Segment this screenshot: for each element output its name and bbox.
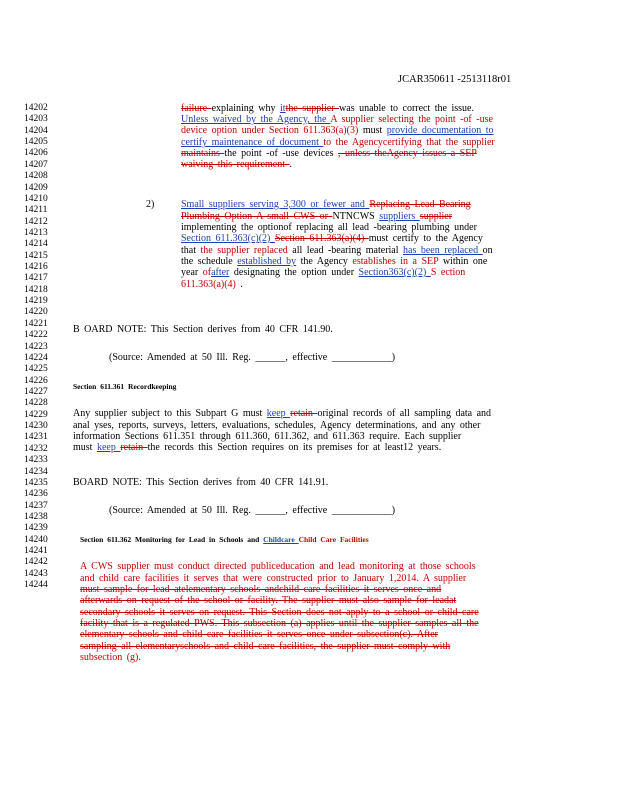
text-line [80, 584, 441, 595]
line-number: 14240 [24, 534, 48, 545]
text-line [181, 267, 465, 278]
text-run: Section 611.361 Recordkeeping [73, 382, 177, 391]
text-run: device option under Section 611.363(a)(3) [181, 125, 363, 136]
deleted-text: , unless theAgency issues a SEP [337, 148, 477, 159]
item-number: 2) [146, 199, 155, 210]
text-run: B OARD NOTE: This Section derives from 40 CFR 141.90. [73, 324, 333, 335]
text-run: subsection (g). [80, 652, 141, 663]
line-number: 14217 [24, 273, 48, 284]
text-run: of [202, 267, 212, 278]
text-run: original records of all sampling data and [317, 408, 492, 419]
inserted-text: certify maintenance of document [181, 137, 324, 148]
text-line [80, 573, 466, 584]
text-line [181, 279, 243, 290]
text-line [181, 125, 494, 136]
line-number: 14227 [24, 387, 48, 397]
deleted-text: sampling all elementaryschools and child care facilities, the supplier must comply with [80, 641, 451, 652]
deleted-text: Section 611.363(a)(4) [274, 233, 369, 244]
text-run: Any supplier subject to this Subpart G must [73, 408, 267, 419]
deleted-text: secondary schools it serves on request. This Section does not apply to a school or child care [80, 607, 479, 618]
text-run: A CWS supplier must conduct directed publiceducation and lead monitoring at those schools [80, 561, 476, 572]
line-number: 14221 [24, 318, 48, 329]
text-line [80, 595, 456, 606]
line-number: 14211 [24, 205, 48, 216]
text-line [73, 442, 441, 453]
text-run: 611.363(a)(4) [181, 279, 241, 290]
text-line [73, 477, 328, 488]
text-line [80, 561, 476, 572]
deleted-text: must sample for lead atelementary schools andchild care facilities it serves once and [80, 584, 442, 595]
deleted-text: elementary schools and child care facilities it serves once under subsection(c). After [80, 629, 438, 640]
text-line [181, 245, 493, 256]
text-line [80, 652, 141, 663]
line-number: 14218 [24, 284, 48, 295]
inserted-text: established by [237, 256, 297, 267]
text-run: year [181, 267, 203, 278]
text-run: and child care facilities it serves that were constructed prior to January 1,2014. A supplier [80, 573, 467, 584]
line-number: 14232 [24, 443, 48, 454]
inserted-text: Small suppliers serving 3,300 or fewer and [181, 199, 370, 210]
deleted-text: facility that is a regulated PWS. This subsection (a) applies until the supplier samples all the [80, 618, 479, 629]
line-number: 14209 [24, 182, 48, 193]
deleted-text: waiving this requirement [181, 159, 290, 170]
deleted-text: afterwards on request of the school or facility. The supplier must also sample for leadat [80, 595, 457, 606]
line-number: 14237 [24, 500, 48, 511]
text-line [181, 159, 292, 170]
line-number: 14241 [24, 546, 48, 557]
line-number: 14226 [24, 375, 48, 386]
text-line [181, 137, 495, 148]
text-run: BOARD NOTE: This Section derives from 40 CFR 141.91. [73, 477, 329, 488]
text-run: A supplier selecting the point -of -use [330, 114, 493, 125]
text-run: . [240, 279, 243, 290]
text-run: all lead -bearing material [292, 245, 404, 256]
line-number: 14224 [24, 352, 48, 363]
text-line [181, 199, 471, 210]
deleted-text: failure [181, 103, 212, 114]
text-run: the supplier replaced [200, 245, 293, 256]
deleted-text: retain [120, 442, 148, 453]
text-line [73, 408, 491, 419]
line-number: 14223 [24, 341, 48, 352]
line-number: 14238 [24, 511, 48, 522]
text-line [109, 505, 395, 516]
text-line [181, 256, 487, 267]
deleted-text: the supplier [285, 103, 340, 114]
inserted-text: it [280, 103, 286, 114]
line-number: 14231 [24, 432, 48, 443]
text-run: explaining why [211, 103, 281, 114]
line-number: 14239 [24, 523, 48, 534]
line-number: 14234 [24, 466, 48, 477]
line-number: 14229 [24, 409, 48, 420]
line-number: 14216 [24, 262, 48, 273]
line-number: 14222 [24, 330, 48, 341]
line-number: 14244 [24, 580, 48, 591]
text-line [181, 148, 477, 159]
line-number: 14205 [24, 137, 48, 148]
text-line [181, 222, 477, 233]
text-run: implementing the optionof replacing all lead -bearing plumbing under [181, 222, 477, 233]
text-run: within one [438, 256, 488, 267]
text-line [80, 629, 438, 640]
line-number: 14230 [24, 421, 48, 432]
document-header: JCAR350611 -2513118r01 [398, 74, 512, 85]
line-number: 14206 [24, 148, 48, 159]
inserted-text: provide documentation to [386, 125, 494, 136]
line-number: 14212 [24, 216, 48, 227]
text-run: the Agency [296, 256, 353, 267]
line-number: 14204 [24, 125, 48, 136]
text-run: information Sections 611.351 through 611.360, 611.362, and 611.363 require. Each supplier [73, 431, 462, 442]
text-run: designating the option under [229, 267, 359, 278]
text-run: (Source: Amended at 50 Ill. Reg. ______, effective ____________) [109, 352, 396, 363]
text-run: (Source: Amended at 50 Ill. Reg. ______, effective ____________) [109, 505, 396, 516]
line-number: 14220 [24, 307, 48, 318]
text-run: must certify to the Agency [368, 233, 483, 244]
text-line [181, 103, 474, 114]
text-run: anal yses, reports, surveys, letters, evaluations, schedules, Agency determinations, and any other [73, 420, 481, 431]
line-number: 14203 [24, 114, 48, 125]
text-line [73, 431, 461, 442]
deleted-text: retain [290, 408, 318, 419]
inserted-text: Childcare [263, 535, 299, 544]
text-line [73, 381, 176, 392]
line-number: 14228 [24, 398, 48, 409]
inserted-text: Unless waived by the Agency, the [181, 114, 331, 125]
text-run: Child Care Facilities [298, 535, 369, 544]
deleted-text: supplier [419, 211, 453, 222]
line-number: 14213 [24, 227, 48, 238]
text-run: the records this Section requires on its premises for at least12 years. [147, 442, 442, 453]
deleted-text: maintains [181, 148, 225, 159]
line-number: 14233 [24, 455, 48, 466]
line-number: 14219 [24, 296, 48, 307]
text-run: that [181, 245, 201, 256]
line-number: 14202 [24, 103, 48, 113]
inserted-text: keep [266, 408, 291, 419]
inserted-text: keep [96, 442, 121, 453]
text-run: Section 611.362 Monitoring for Lead in Schools and [80, 535, 264, 544]
line-number: 14225 [24, 364, 48, 375]
text-run: the schedule [181, 256, 238, 267]
line-number: 14242 [24, 557, 48, 568]
line-number: 14208 [24, 171, 48, 182]
inserted-text: suppliers [379, 211, 420, 222]
text-line [73, 324, 333, 335]
inserted-text: after [211, 267, 230, 278]
text-run: the point -of -use devices [224, 148, 338, 159]
text-line [73, 420, 480, 431]
text-line [181, 233, 483, 244]
line-number: 14207 [24, 159, 48, 170]
inserted-text: has been replaced [403, 245, 483, 256]
deleted-text: Replacing Lead Bearing [369, 199, 471, 210]
text-line [80, 534, 369, 545]
line-number: 14235 [24, 477, 48, 488]
text-run: establishes in a SEP [352, 256, 439, 267]
line-number: 14215 [24, 250, 48, 261]
text-run: on [482, 245, 493, 256]
text-line [181, 114, 493, 125]
text-run: must [73, 442, 97, 453]
text-line [109, 352, 395, 363]
text-line [80, 607, 479, 618]
inserted-text: Section363(c)(2) [358, 267, 431, 278]
deleted-text: Plumbing Option A small CWS or [181, 211, 333, 222]
text-run: must [362, 125, 387, 136]
text-run: S ection [430, 267, 466, 278]
text-line [80, 618, 479, 629]
text-run: NTNCWS [332, 211, 380, 222]
text-run: . [289, 159, 292, 170]
text-run: to the Agencycertifying that the supplier [323, 137, 495, 148]
line-number: 14214 [24, 239, 48, 250]
line-number: 14236 [24, 489, 48, 500]
inserted-text: Section 611.363(c)(2) [181, 233, 275, 244]
text-line [181, 211, 452, 222]
text-line [80, 641, 450, 652]
text-run: was unable to correct the issue. [339, 103, 474, 114]
line-number: 14243 [24, 568, 48, 579]
line-number: 14210 [24, 193, 48, 204]
